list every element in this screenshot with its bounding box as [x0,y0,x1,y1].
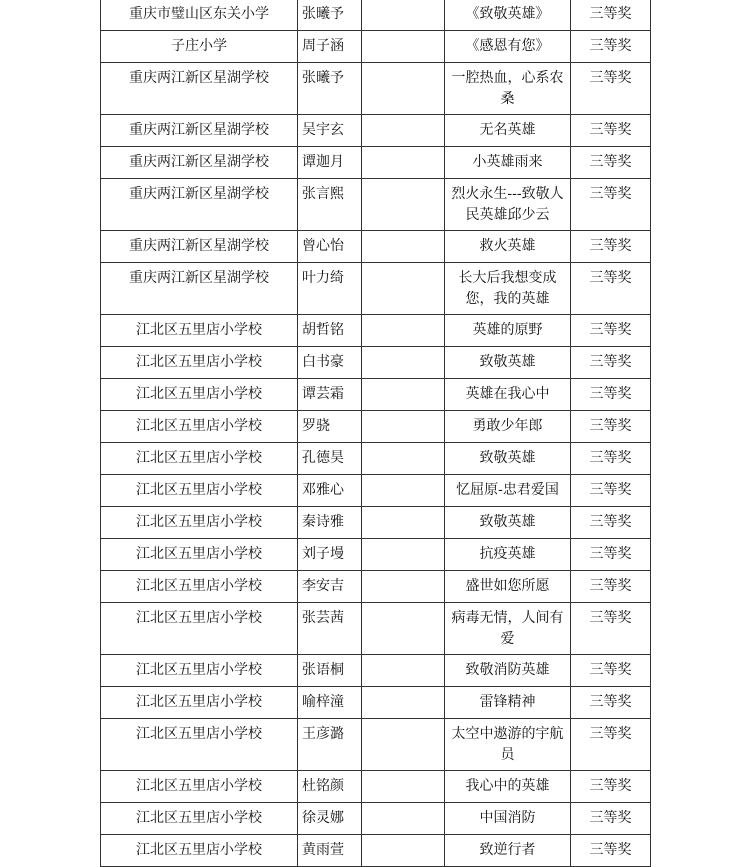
empty-cell [362,263,445,315]
name-cell: 张言熙 [298,179,362,231]
name-cell: 秦诗雅 [298,507,362,539]
name-cell: 罗骁 [298,411,362,443]
work-title-cell: 致敬英雄 [445,443,571,475]
table-row [101,379,651,411]
prize-cell: 三等奖 [571,347,651,379]
empty-cell [362,379,445,411]
school-cell: 重庆市璧山区东关小学 [101,0,298,31]
school-cell: 江北区五里店小学校 [101,771,298,803]
school-cell: 子庄小学 [101,31,298,63]
name-cell: 张曦予 [298,63,362,115]
table-row [101,63,651,115]
prize-cell: 三等奖 [571,475,651,507]
work-title-cell: 勇敢少年郎 [445,411,571,443]
work-title-cell: 病毒无情，人间有爱 [445,603,571,655]
name-cell: 周子涵 [298,31,362,63]
table-row [101,31,651,63]
name-cell: 王彦潞 [298,719,362,771]
prize-cell: 三等奖 [571,0,651,31]
work-title-cell: 无名英雄 [445,115,571,147]
work-title-cell: 英雄的原野 [445,315,571,347]
table-row [101,655,651,687]
school-cell: 江北区五里店小学校 [101,347,298,379]
work-title-cell: 盛世如您所愿 [445,571,571,603]
table-row [101,539,651,571]
school-cell: 重庆两江新区星湖学校 [101,147,298,179]
school-cell: 江北区五里店小学校 [101,315,298,347]
name-cell: 张语桐 [298,655,362,687]
school-cell: 江北区五里店小学校 [101,803,298,835]
empty-cell [362,115,445,147]
name-cell: 张芸茜 [298,603,362,655]
table-row [101,719,651,771]
empty-cell [362,687,445,719]
work-title-cell: 中国消防 [445,803,571,835]
school-cell: 江北区五里店小学校 [101,475,298,507]
prize-cell: 三等奖 [571,687,651,719]
name-cell: 孔德昊 [298,443,362,475]
table-row [101,179,651,231]
school-cell: 江北区五里店小学校 [101,379,298,411]
empty-cell [362,63,445,115]
school-cell: 江北区五里店小学校 [101,655,298,687]
prize-cell: 三等奖 [571,379,651,411]
table-row [101,147,651,179]
name-cell: 李安吉 [298,571,362,603]
name-cell: 刘子墁 [298,539,362,571]
school-cell: 江北区五里店小学校 [101,719,298,771]
work-title-cell: 致逆行者 [445,835,571,867]
empty-cell [362,231,445,263]
school-cell: 重庆两江新区星湖学校 [101,263,298,315]
work-title-cell: 救火英雄 [445,231,571,263]
prize-cell: 三等奖 [571,63,651,115]
prize-cell: 三等奖 [571,539,651,571]
work-title-cell: 烈火永生---致敬人民英雄邱少云 [445,179,571,231]
table-row [101,0,651,31]
empty-cell [362,315,445,347]
name-cell: 谭迦月 [298,147,362,179]
school-cell: 江北区五里店小学校 [101,507,298,539]
name-cell: 谭芸霜 [298,379,362,411]
work-title-cell: 我心中的英雄 [445,771,571,803]
school-cell: 重庆两江新区星湖学校 [101,63,298,115]
prize-cell: 三等奖 [571,411,651,443]
award-list-table [100,0,651,867]
empty-cell [362,655,445,687]
prize-cell: 三等奖 [571,603,651,655]
table-row [101,475,651,507]
empty-cell [362,803,445,835]
prize-cell: 三等奖 [571,115,651,147]
table-row [101,603,651,655]
empty-cell [362,0,445,31]
empty-cell [362,719,445,771]
name-cell: 吴宇玄 [298,115,362,147]
work-title-cell: 一腔热血，心系农桑 [445,63,571,115]
prize-cell: 三等奖 [571,803,651,835]
name-cell: 叶力绮 [298,263,362,315]
prize-cell: 三等奖 [571,31,651,63]
school-cell: 江北区五里店小学校 [101,835,298,867]
prize-cell: 三等奖 [571,571,651,603]
prize-cell: 三等奖 [571,263,651,315]
school-cell: 江北区五里店小学校 [101,539,298,571]
work-title-cell: 致敬英雄 [445,507,571,539]
name-cell: 曾心怡 [298,231,362,263]
empty-cell [362,507,445,539]
table-row [101,263,651,315]
empty-cell [362,347,445,379]
prize-cell: 三等奖 [571,655,651,687]
name-cell: 白书豪 [298,347,362,379]
empty-cell [362,31,445,63]
table-row [101,231,651,263]
empty-cell [362,603,445,655]
empty-cell [362,835,445,867]
prize-cell: 三等奖 [571,835,651,867]
table-row [101,507,651,539]
school-cell: 江北区五里店小学校 [101,603,298,655]
table-row [101,771,651,803]
table-row [101,411,651,443]
table-row [101,315,651,347]
work-title-cell: 小英雄雨来 [445,147,571,179]
school-cell: 重庆两江新区星湖学校 [101,115,298,147]
table-row [101,347,651,379]
prize-cell: 三等奖 [571,443,651,475]
prize-cell: 三等奖 [571,771,651,803]
school-cell: 江北区五里店小学校 [101,687,298,719]
table-row [101,803,651,835]
work-title-cell: 致敬英雄 [445,347,571,379]
table-row [101,571,651,603]
empty-cell [362,147,445,179]
prize-cell: 三等奖 [571,147,651,179]
work-title-cell: 忆屈原-忠君爱国 [445,475,571,507]
prize-cell: 三等奖 [571,719,651,771]
empty-cell [362,539,445,571]
work-title-cell: 《感恩有您》 [445,31,571,63]
name-cell: 徐灵娜 [298,803,362,835]
table-row [101,835,651,867]
name-cell: 黄雨萱 [298,835,362,867]
work-title-cell: 雷锋精神 [445,687,571,719]
prize-cell: 三等奖 [571,315,651,347]
school-cell: 江北区五里店小学校 [101,411,298,443]
work-title-cell: 英雄在我心中 [445,379,571,411]
prize-cell: 三等奖 [571,507,651,539]
name-cell: 胡哲铭 [298,315,362,347]
name-cell: 杜铭颜 [298,771,362,803]
award-list-body [101,0,651,867]
school-cell: 江北区五里店小学校 [101,571,298,603]
work-title-cell: 太空中遨游的宇航员 [445,719,571,771]
work-title-cell: 致敬消防英雄 [445,655,571,687]
table-row [101,687,651,719]
prize-cell: 三等奖 [571,231,651,263]
name-cell: 张曦予 [298,0,362,31]
empty-cell [362,443,445,475]
name-cell: 喻梓潼 [298,687,362,719]
empty-cell [362,475,445,507]
empty-cell [362,411,445,443]
table-row [101,443,651,475]
school-cell: 重庆两江新区星湖学校 [101,179,298,231]
empty-cell [362,571,445,603]
school-cell: 重庆两江新区星湖学校 [101,231,298,263]
empty-cell [362,771,445,803]
table-row [101,115,651,147]
work-title-cell: 《致敬英雄》 [445,0,571,31]
prize-cell: 三等奖 [571,179,651,231]
name-cell: 邓雅心 [298,475,362,507]
work-title-cell: 抗疫英雄 [445,539,571,571]
work-title-cell: 长大后我想变成您，我的英雄 [445,263,571,315]
empty-cell [362,179,445,231]
school-cell: 江北区五里店小学校 [101,443,298,475]
